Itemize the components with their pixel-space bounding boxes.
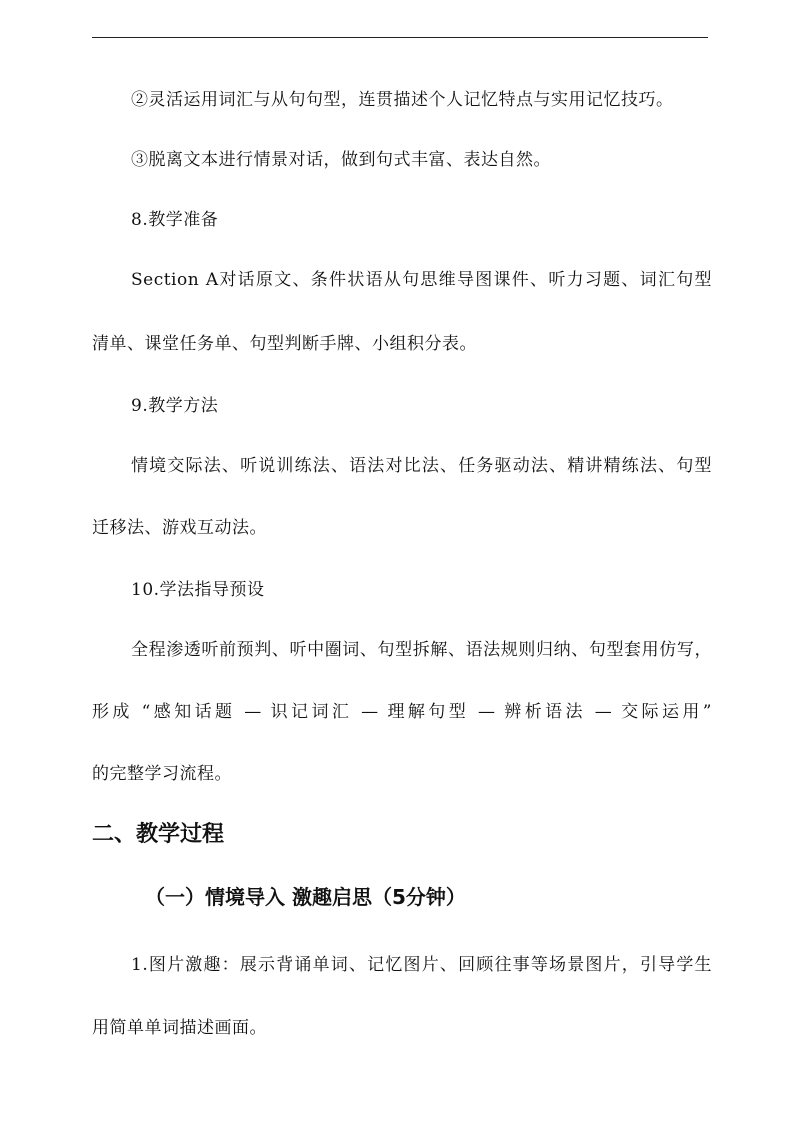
methods-text-line-2: 迁移法、游戏互动法。 <box>92 518 267 538</box>
guidance-text-line-1: 全程渗透听前预判、听中圈词、句型拆解、语法规则归纳、句型套用仿写， <box>131 640 712 660</box>
chapter-heading-teaching-process: 二、教学过程 <box>92 822 225 847</box>
methods-text-line-1: 情境交际法、听说训练法、语法对比法、任务驱动法、精讲精练法、句型 <box>131 456 712 476</box>
guidance-text-line-3: 的完整学习流程。 <box>92 764 232 784</box>
introduction-text-line-1: 1.图片激趣：展示背诵单词、记忆图片、回顾往事等场景图片，引导学生 <box>131 955 712 975</box>
introduction-text-line-2: 用简单单词描述画面。 <box>92 1018 267 1038</box>
section-heading-teaching-preparation: 8.教学准备 <box>131 210 219 230</box>
subsection-heading-introduction: （一）情境导入 激趣启思（5分钟） <box>145 885 466 909</box>
objective-item-2: ②灵活运用词汇与从句句型，连贯描述个人记忆特点与实用记忆技巧。 <box>131 90 674 110</box>
section-heading-teaching-methods: 9.教学方法 <box>131 396 219 416</box>
objective-item-3: ③脱离文本进行情景对话，做到句式丰富、表达自然。 <box>131 150 551 170</box>
preparation-text-line-2: 清单、课堂任务单、句型判断手牌、小组积分表。 <box>92 334 477 354</box>
header-rule <box>92 37 708 38</box>
preparation-text-line-1: Section A对话原文、条件状语从句思维导图课件、听力习题、词汇句型 <box>131 270 712 290</box>
guidance-text-line-2: 形成 “感知话题 — 识记词汇 — 理解句型 — 辨析语法 — 交际运用” <box>92 702 712 722</box>
section-heading-learning-guidance: 10.学法指导预设 <box>131 580 265 600</box>
